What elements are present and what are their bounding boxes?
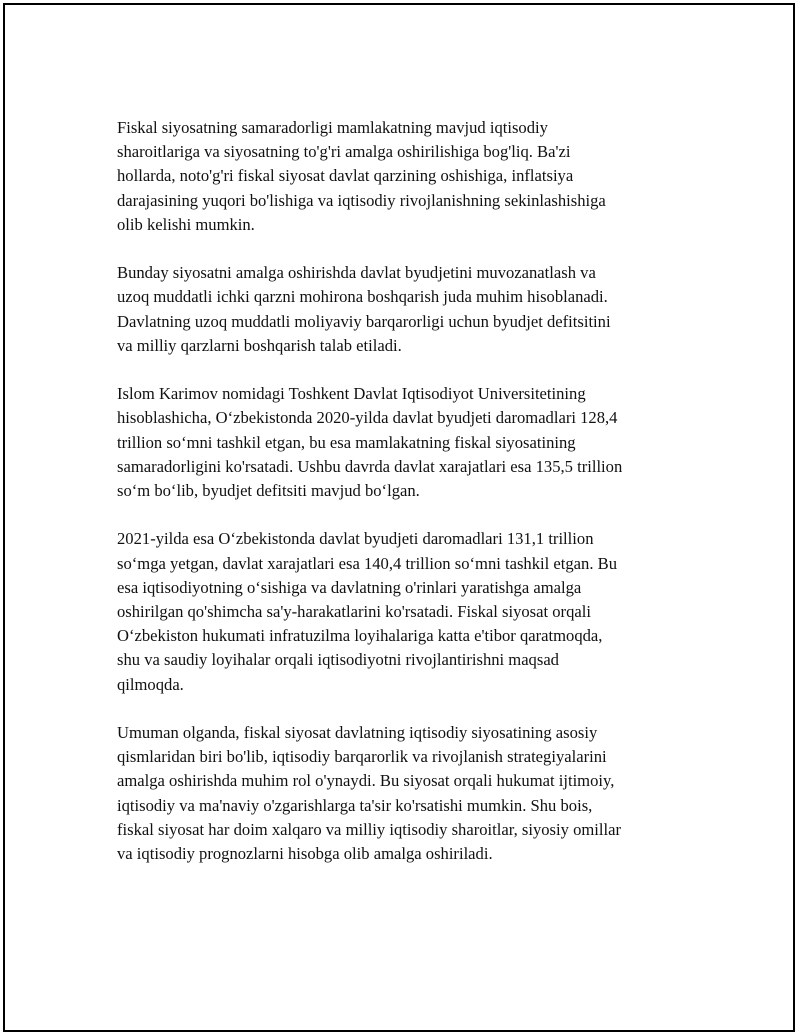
text-line: samaradorligini ko'rsatadi. Ushbu davrda davlat xarajatlari esa 135,5 trillion xyxy=(117,456,623,476)
text-line: Umuman olganda, fiskal siyosat davlatning iqtisodiy siyosatining asosiy xyxy=(117,723,598,743)
text-line: Fiskal siyosatning samaradorligi mamlakatning mavjud iqtisodiy xyxy=(117,118,548,137)
document-body xyxy=(117,116,692,890)
text-line: Davlatning uzoq muddatli moliyaviy barqarorligi uchun byudjet defitsitini xyxy=(117,311,611,331)
text-line: hollarda, noto'g'ri fiskal siyosat davlat qarzining oshishiga, inflatsiya xyxy=(117,166,574,186)
paragraph-budget-balance xyxy=(117,261,692,358)
text-line: trillion so‘mni tashkil etgan, bu esa mamlakatning fiskal siyosatining xyxy=(117,432,576,452)
text-line: O‘zbekiston hukumati infratuzilma loyihalariga katta e'tibor qaratmoqda, xyxy=(117,626,603,646)
text-line: oshirilgan qo'shimcha sa'y-harakatlarini ko'rsatadi. Fiskal siyosat orqali xyxy=(117,602,591,622)
text-line: sharoitlariga va siyosatning to'g'ri amalga oshirilishiga bog'liq. Ba'zi xyxy=(117,142,571,162)
text-line: va milliy qarzlarni boshqarish talab etiladi. xyxy=(117,335,402,355)
text-line: so‘m bo‘lib, byudjet defitsiti mavjud bo‘lgan. xyxy=(117,481,420,501)
paragraph-2021-budget xyxy=(117,527,692,696)
text-line: hisoblashicha, O‘zbekistonda 2020-yilda davlat byudjeti daromadlari 128,4 xyxy=(117,408,618,428)
text-line: Bunday siyosatni amalga oshirishda davlat byudjetini muvozanatlash va xyxy=(117,263,596,283)
text-line: so‘mga yetgan, davlat xarajatlari esa 140,4 trillion so‘mni tashkil etgan. Bu xyxy=(117,553,617,573)
text-line: uzoq muddatli ichki qarzni mohirona boshqarish juda muhim hisoblanadi. xyxy=(117,287,608,307)
text-line: iqtisodiy va ma'naviy o'zgarishlarga ta'sir ko'rsatishi mumkin. Shu bois, xyxy=(117,795,593,815)
text-line: qismlaridan biri bo'lib, iqtisodiy barqarorlik va rivojlanish strategiyalarini xyxy=(117,747,607,767)
text-line: 2021-yilda esa O‘zbekistonda davlat byudjeti daromadlari 131,1 trillion xyxy=(117,529,594,549)
paragraph-conclusion xyxy=(117,721,692,866)
text-line: qilmoqda. xyxy=(117,674,184,694)
paragraph-fiscal-effectiveness xyxy=(117,116,692,237)
text-line: shu va saudiy loyihalar orqali iqtisodiyotni rivojlantirishni maqsad xyxy=(117,650,559,670)
text-line: darajasining yuqori bo'lishiga va iqtisodiy rivojlanishning sekinlashishiga xyxy=(117,190,606,210)
text-line: Islom Karimov nomidagi Toshkent Davlat Iqtisodiyot Universitetining xyxy=(117,384,586,404)
text-line: olib kelishi mumkin. xyxy=(117,214,255,234)
paragraph-2020-budget xyxy=(117,382,692,503)
text-line: va iqtisodiy prognozlarni hisobga olib amalga oshiriladi. xyxy=(117,844,493,864)
text-line: amalga oshirishda muhim rol o'ynaydi. Bu siyosat orqali hukumat ijtimoiy, xyxy=(117,771,615,791)
text-line: esa iqtisodiyotning o‘sishiga va davlatning o'rinlari yaratishga amalga xyxy=(117,577,582,597)
text-line: fiskal siyosat har doim xalqaro va milliy iqtisodiy sharoitlar, siyosiy omillar xyxy=(117,819,621,839)
